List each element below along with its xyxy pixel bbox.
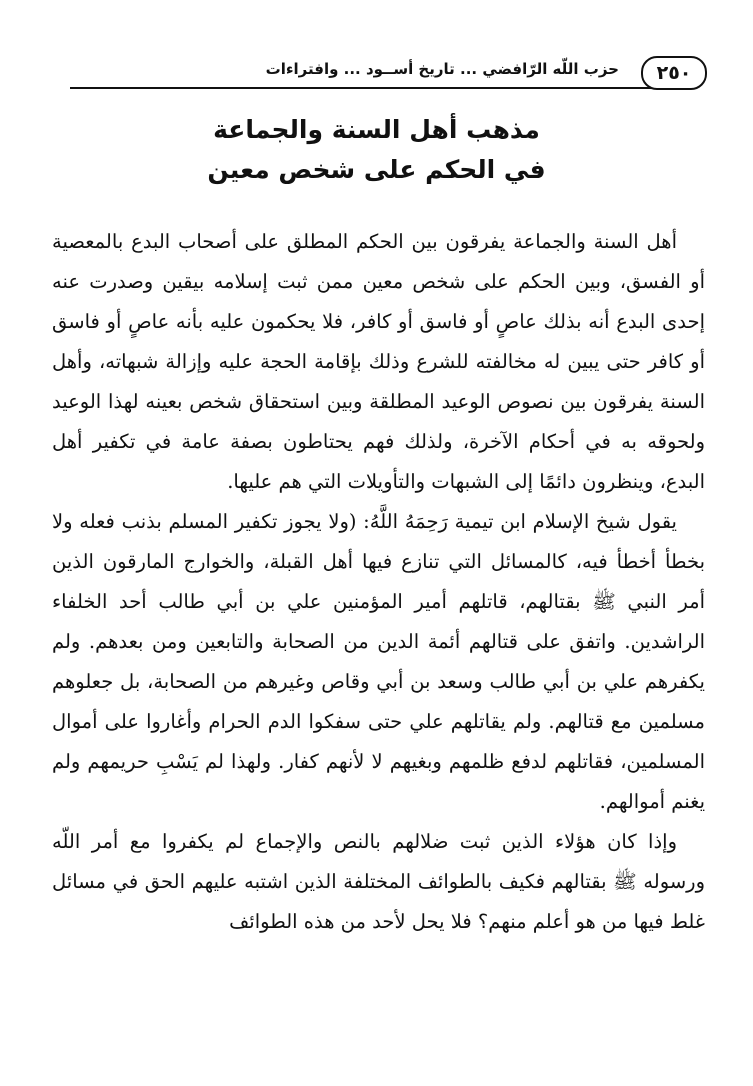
paragraph: أهل السنة والجماعة يفرقون بين الحكم المطلق على أصحاب البدع بالمعصية أو الفسق، وبين الحكم على شخص معين ممن ثبت إسلامه بيقين وصدرت عنه إحدى البدع أنه بذلك عاصٍ أو فاسق أو كافر، فلا يحكمون عليه بأنه عاصٍ أو فاسق أو كافر حتى يبين له مخالفته للشرع وذلك بإقامة الحجة عليه وإزالة شبهاته، وأهل السنة يفرقون بين نصوص الوعيد المطلقة وبين استحقاق شخص بعينه لهذا الوعيد ولحوقه به في أحكام الآخرة، ولذلك فهم يحتاطون بصفة عامة في تكفير أهل البدع، وينظرون دائمًا إلى الشبهات والتأويلات التي هم عليها. bbox=[52, 230, 705, 493]
chapter-title-line-1: مذهب أهل السنة والجماعة bbox=[213, 115, 540, 144]
page-number: ٢٥٠ bbox=[641, 56, 707, 90]
header-rule bbox=[70, 87, 677, 89]
chapter-title-line-2: في الحكم على شخص معين bbox=[207, 155, 546, 184]
body-text bbox=[52, 222, 705, 942]
chapter-title bbox=[60, 110, 693, 190]
running-title: حزب اللّه الرّافضي ... تاريخ أســود ... وافتراءات bbox=[265, 60, 619, 78]
page-header bbox=[70, 56, 707, 92]
paragraph: يقول شيخ الإسلام ابن تيمية رَحِمَهُ اللَّهُ: (ولا يجوز تكفير المسلم بذنب فعله ولا بخطأ أخطأ فيه، كالمسائل التي تنازع فيها أهل القبلة، والخوارج المارقون الذين أمر النبي ﷺ بقتالهم، قاتلهم أمير المؤمنين علي بن أبي طالب أحد الخلفاء الراشدين. واتفق على قتالهم أئمة الدين من الصحابة والتابعين ومن بعدهم. ولم يكفرهم علي بن أبي طالب وسعد بن أبي وقاص وغيرهم من الصحابة، بل جعلوهم مسلمين مع قتالهم. ولم يقاتلهم علي حتى سفكوا الدم الحرام وأغاروا على أموال المسلمين، فقاتلهم لدفع ظلمهم وبغيهم لا لأنهم كفار. ولهذا لم يَسْبِ حريمهم ولم يغنم أموالهم. bbox=[52, 510, 705, 813]
paragraph: وإذا كان هؤلاء الذين ثبت ضلالهم بالنص والإجماع لم يكفروا مع أمر اللّه ورسوله ﷺ بقتالهم فكيف بالطوائف المختلفة الذين اشتبه عليهم الحق في مسائل غلط فيها من هو أعلم منهم؟ فلا يحل لأحد من هذه الطوائف bbox=[52, 830, 705, 933]
